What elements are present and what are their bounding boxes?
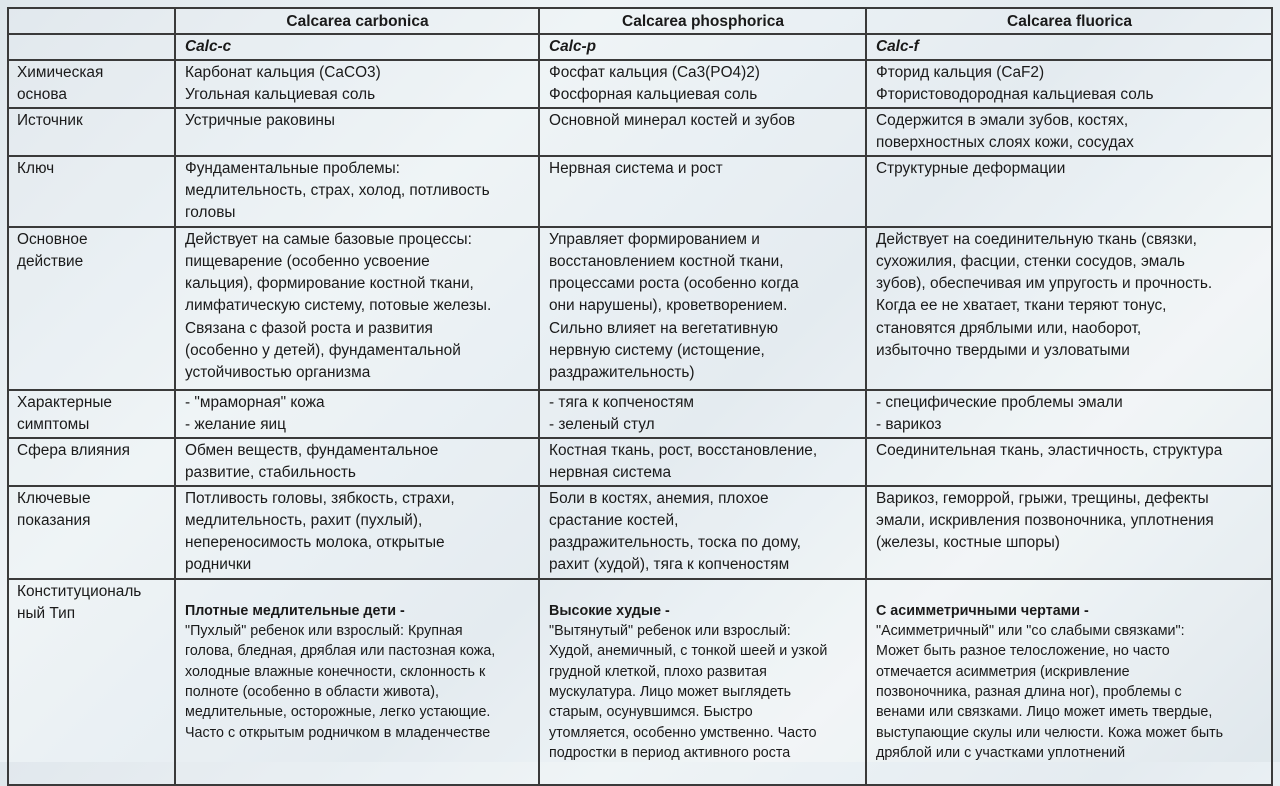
row-label: Характерные симптомы — [8, 390, 175, 438]
table-row-symptoms — [8, 390, 1272, 438]
table-row-sphere — [8, 438, 1272, 486]
table-row-indications — [8, 486, 1272, 579]
table-cell: Структурные деформации — [866, 156, 1272, 227]
constitution-text: "Пухлый" ребенок или взрослый: Крупная голова, бледная, дряблая или пастозная кожа, холодные влажные конечности, склонность к полноте (особенно в области живота), медлительные, осторожные, легко устающие. Часто с открытым родничком в младенчестве — [185, 623, 496, 741]
header-calcarea-fluorica: Calcarea fluorica — [866, 8, 1272, 34]
table-cell: Содержится в эмали зубов, костях, поверхностных слоях кожи, сосудах — [866, 108, 1272, 156]
table-cell: Устричные раковины — [175, 108, 539, 156]
table-cell: Боли в костях, анемия, плохое срастание костей, раздражительность, тоска по дому, рахит (худой), тяга к копченостям — [539, 486, 866, 579]
table-cell — [175, 579, 539, 785]
row-label: Ключевые показания — [8, 486, 175, 579]
row-label: Ключ — [8, 156, 175, 227]
table-cell: Соединительная ткань, эластичность, структура — [866, 438, 1272, 486]
table-cell — [539, 579, 866, 785]
table-row-main-action — [8, 227, 1272, 390]
abbr-empty-cell — [8, 34, 175, 59]
constitution-title: Высокие худые - — [549, 602, 670, 619]
header-row — [8, 8, 1272, 34]
table-cell: Костная ткань, рост, восстановление, нервная система — [539, 438, 866, 486]
abbr-calc-f: Calc-f — [866, 34, 1272, 59]
constitution-title: Плотные медлительные дети - — [185, 602, 405, 619]
table-row-key — [8, 156, 1272, 227]
header-calcarea-phosphorica: Calcarea phosphorica — [539, 8, 866, 34]
table-cell: Нервная система и рост — [539, 156, 866, 227]
remedy-comparison-table — [7, 7, 1273, 786]
header-empty-cell — [8, 8, 175, 34]
table-cell: Обмен веществ, фундаментальное развитие, стабильность — [175, 438, 539, 486]
table-row-source — [8, 108, 1272, 156]
table-cell: Фундаментальные проблемы: медлительность, страх, холод, потливость головы — [175, 156, 539, 227]
row-label: Конституциональ ный Тип — [8, 579, 175, 785]
table-cell: - специфические проблемы эмали - варикоз — [866, 390, 1272, 438]
table-cell: Основной минерал костей и зубов — [539, 108, 866, 156]
table-row-chemical-basis — [8, 60, 1272, 108]
table-cell: Варикоз, геморрой, грыжи, трещины, дефекты эмали, искривления позвоночника, уплотнения (железы, костные шпоры) — [866, 486, 1272, 579]
row-label: Химическая основа — [8, 60, 175, 108]
row-label: Основное действие — [8, 227, 175, 390]
table-cell: - "мраморная" кожа - желание яиц — [175, 390, 539, 438]
table-cell: Фторид кальция (CaF2) Фтористоводородная кальциевая соль — [866, 60, 1272, 108]
table-cell: Управляет формированием и восстановлением костной ткани, процессами роста (особенно когда они нарушены), кроветворением. Сильно влияет на вегетативную нервную систему (истощение, раздражительность) — [539, 227, 866, 390]
abbr-calc-p: Calc-p — [539, 34, 866, 59]
table-cell: Фосфат кальция (Ca3(PO4)2) Фосфорная кальциевая соль — [539, 60, 866, 108]
table-cell: Потливость головы, зябкость, страхи, медлительность, рахит (пухлый), непереносимость молока, открытые роднички — [175, 486, 539, 579]
table-cell: Действует на самые базовые процессы: пищеварение (особенно усвоение кальция), формирование костной ткани, лимфатическую систему, потовые железы. Связана с фазой роста и развития (особенно у детей), фундаментальной устойчивостью организма — [175, 227, 539, 390]
table-cell: Действует на соединительную ткань (связки, сухожилия, фасции, стенки сосудов, эмаль зубов), обеспечивая им упругость и прочность. Когда ее не хватает, ткани теряют тонус, становятся дряблыми или, наоборот, избыточно твердыми и узловатыми — [866, 227, 1272, 390]
row-label: Источник — [8, 108, 175, 156]
table-cell: - тяга к копченостям - зеленый стул — [539, 390, 866, 438]
constitution-text: "Асимметричный" или "со слабыми связками": Может быть разное телосложение, но часто отмечается асимметрия (искривление позвоночника, разная длина ног), проблемы с венами или связками. Лицо может иметь твердые, выступающие скулы или челюсти. Кожа может быть дряблой или с участками уплотнений — [876, 623, 1224, 761]
abbr-calc-c: Calc-c — [175, 34, 539, 59]
table-cell — [866, 579, 1272, 785]
header-calcarea-carbonica: Calcarea carbonica — [175, 8, 539, 34]
constitution-title: С асимметричными чертами - — [876, 602, 1089, 619]
table-cell: Карбонат кальция (CaCO3) Угольная кальциевая соль — [175, 60, 539, 108]
abbreviation-row — [8, 34, 1272, 59]
constitution-text: "Вытянутый" ребенок или взрослый: Худой, анемичный, с тонкой шеей и узкой грудной клеткой, плохо развитая мускулатура. Лицо может выглядеть старым, осунувшимся. Быстро утомляется, особенно умственно. Часто подростки в период активного роста — [549, 623, 828, 761]
table-row-constitution — [8, 579, 1272, 785]
row-label: Сфера влияния — [8, 438, 175, 486]
comparison-table-container — [7, 7, 1273, 786]
